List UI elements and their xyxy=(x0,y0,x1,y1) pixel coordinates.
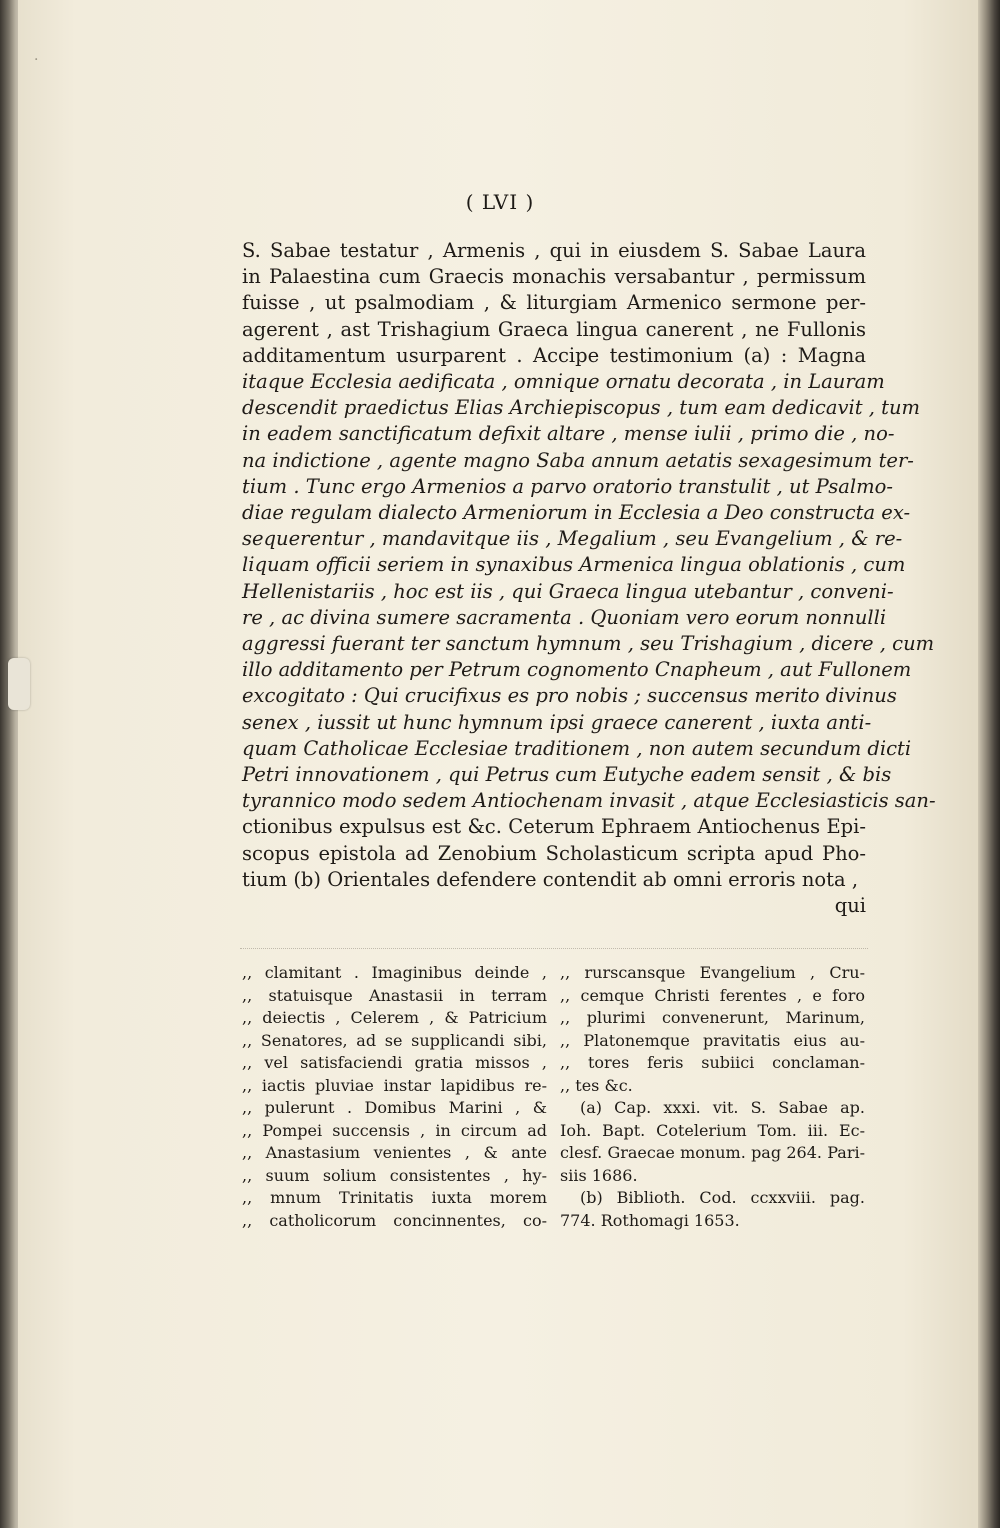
note-line: ,, Pompei succensis , in circum ad xyxy=(242,1120,547,1140)
text-line: Petri innovationem , qui Petrus cum Eutyche eadem sensit , & bis xyxy=(242,763,892,787)
text-line: additamentum usurparent . Accipe testimonium (a) : Magna xyxy=(242,343,866,367)
note-line: ,, deiectis , Celerem , & Patricium xyxy=(242,1008,547,1027)
text-line: ctionibus expulsus est &c. Ceterum Ephraem Antiochenus Epi- xyxy=(242,815,866,839)
note-line: siis 1686. xyxy=(560,1165,638,1185)
note-line: ,, rurscansque Evangelium , Cru- xyxy=(560,963,865,982)
note-line: ,, clamitant . Imaginibus deinde , xyxy=(242,963,547,982)
text-line: senex , iussit ut hunc hymnum ipsi graece canerent , iuxta anti- xyxy=(242,710,872,734)
text-line: fuisse , ut psalmodiam , & liturgiam Armenico sermone per- xyxy=(242,291,866,315)
note-line: ,, plurimi convenerunt, Marinum, xyxy=(560,1008,865,1027)
text-line: quam Catholicae Ecclesiae traditionem , non autem secundum dicti xyxy=(242,736,912,760)
footnote-column-left xyxy=(242,962,547,1232)
note-line: ,, statuisque Anastasii in terram xyxy=(242,985,547,1005)
text-line: diae regulam dialecto Armeniorum in Ecclesia a Deo constructa ex- xyxy=(242,501,911,525)
note-line: ,, mnum Trinitatis iuxta morem xyxy=(242,1188,547,1207)
note-line: ,, cemque Christi ferentes , e foro xyxy=(560,985,865,1005)
text-line: Hellenistariis , hoc est iis , qui Graeca lingua utebantur , conveni- xyxy=(242,579,894,603)
text-line: tium (b) Orientales defendere contendit ab omni erroris nota , xyxy=(242,867,859,891)
text-line: itaque Ecclesia aedificata , omnique ornatu decorata , in Lauram xyxy=(242,370,885,394)
note-line: (a) Cap. xxxi. vit. S. Sabae ap. xyxy=(580,1098,865,1117)
text-line: agerent , ast Trishagium Graeca lingua canerent , ne Fullonis xyxy=(242,317,866,341)
note-line: ,, tores feris subiici conclaman- xyxy=(560,1053,865,1072)
catchword: qui xyxy=(834,894,866,918)
text-line: in eadem sanctificatum defixit altare , mense iulii , primo die , no- xyxy=(242,422,895,446)
note-line: ,, suum solium consistentes , hy- xyxy=(242,1165,547,1185)
page-speck: · xyxy=(34,52,39,68)
note-line: ,, catholicorum concinnentes, co- xyxy=(242,1210,547,1230)
text-line: scopus epistola ad Zenobium Scholasticum scripta apud Pho- xyxy=(242,841,866,865)
text-line: na indictione , agente magno Saba annum aetatis sexagesimum ter- xyxy=(242,448,914,472)
note-line: ,, tes &c. xyxy=(560,1075,633,1095)
text-line: tyrannico modo sedem Antiochenam invasit , atque Ecclesiasticis san- xyxy=(242,789,936,813)
text-line: aggressi fuerant ter sanctum hymnum , seu Trishagium , dicere , cum xyxy=(242,632,935,656)
text-line: liquam officii seriem in synaxibus Armenica lingua oblationis , cum xyxy=(242,553,906,577)
note-line: ,, vel satisfaciendi gratia missos , xyxy=(242,1053,547,1072)
book-edge-right xyxy=(978,0,1000,1528)
page-header: ( LVI ) xyxy=(465,190,535,214)
text-line: S. Sabae testatur , Armenis , qui in eiusdem S. Sabae Laura xyxy=(242,239,866,262)
note-line: clesf. Graecae monum. pag 264. Pari- xyxy=(560,1143,865,1162)
note-line: Ioh. Bapt. Cotelerium Tom. iii. Ec- xyxy=(560,1120,865,1140)
page-tab xyxy=(8,658,30,710)
note-line: ,, pulerunt . Domibus Marini , & xyxy=(242,1098,547,1117)
note-line: ,, iactis pluviae instar lapidibus re- xyxy=(242,1075,547,1095)
text-line: illo additamento per Petrum cognomento Cnapheum , aut Fullonem xyxy=(242,658,912,682)
text-line: in Palaestina cum Graecis monachis versabantur , permissum xyxy=(242,265,866,289)
note-line: ,, Anastasium venientes , & ante xyxy=(242,1143,547,1162)
text-line: descendit praedictus Elias Archiepiscopus , tum eam dedicavit , tum xyxy=(242,396,921,420)
note-line: ,, Platonemque pravitatis eius au- xyxy=(560,1030,865,1050)
text-line: excogitato : Qui crucifixus es pro nobis ; succensus merito divinus xyxy=(242,684,897,708)
text-line: re , ac divina sumere sacramenta . Quoniam vero eorum nonnulli xyxy=(242,605,887,629)
text-line: tium . Tunc ergo Armenios a parvo oratorio transtulit , ut Psalmo- xyxy=(242,474,893,498)
footnote-separator xyxy=(240,948,868,957)
footnote-column-right xyxy=(560,962,865,1232)
note-line: 774. Rothomagi 1653. xyxy=(560,1210,740,1230)
main-text-block xyxy=(242,238,936,919)
note-line: ,, Senatores, ad se supplicandi sibi, xyxy=(242,1030,547,1050)
note-line: (b) Biblioth. Cod. ccxxviii. pag. xyxy=(580,1188,865,1207)
text-line: sequerentur , mandavitque iis , Megalium , seu Evangelium , & re- xyxy=(242,527,903,551)
